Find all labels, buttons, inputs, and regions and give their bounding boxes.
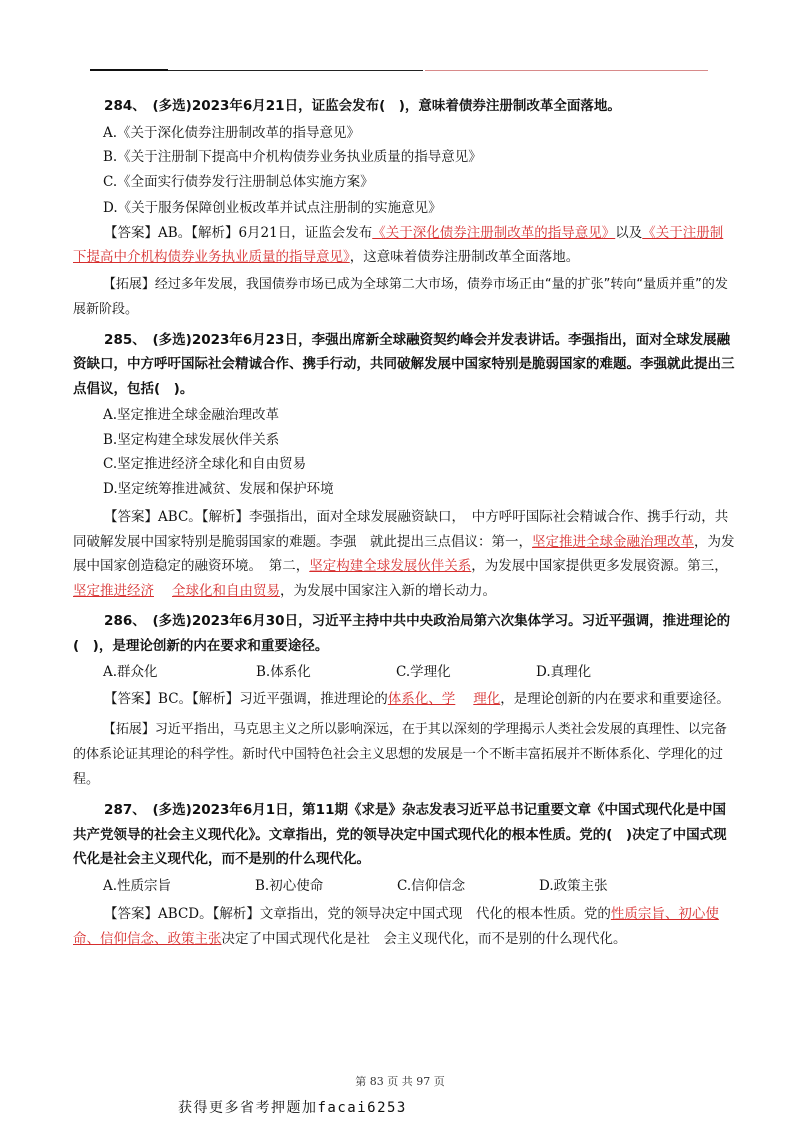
option-a: A.《关于深化债券注册制改革的指导意见》	[103, 124, 361, 141]
option-c: C.信仰信念	[397, 877, 466, 894]
options-row	[73, 874, 735, 899]
answer-highlight: 《关于注册制下提高中介机构债券业务执业质量的指导意见》	[73, 224, 724, 265]
option-c: C.《全面实行债券发行注册制总体实施方案》	[103, 173, 374, 190]
answer-text: 决定了中国式现代化是社 会主义现代化，而不是别的什么现代化。	[221, 930, 627, 947]
extension-note: 【拓展】经过多年发展，我国债券市场已成为全球第二大市场，债券市场正由“量的扩张”转向“量质并重”的发展新阶段。	[73, 276, 728, 317]
option-b: B.坚定构建全球发展伙伴关系	[103, 431, 280, 448]
page-number: 第 83 页 共 97 页	[355, 1075, 445, 1088]
option-a: A.性质宗旨	[103, 877, 172, 894]
header-rule-right	[425, 70, 708, 71]
option-a: A.坚定推进全球金融治理改革	[103, 407, 280, 423]
answer-analysis	[73, 687, 735, 712]
option-a: A.群众化	[103, 664, 158, 680]
answer-text: ，这意味着债券注册制改革全面落地。	[349, 249, 580, 265]
option-c: C.坚定推进经济全球化和自由贸易	[103, 456, 307, 472]
option-d: D.坚定统筹推进减贫、发展和保护环境	[103, 480, 334, 497]
question-stem: 285、 (多选)2023年6月23日，李强出席新全球融资契约峰会并发表讲话。李强指出，面对全球发展融资缺口，中方呼吁国际社会精诚合作、携手行动，共同破解发展中国家特别是脆弱国家的难题。李强就此提出三点倡议，包括( )。	[73, 331, 735, 397]
answer-text: ，是理论创新的内在要求和重要途径。	[500, 690, 730, 707]
answer-text: 【答案】BC。【解析】习近平强调，推进理论的	[104, 690, 388, 707]
options-row	[73, 660, 735, 685]
option-b: B.初心使命	[255, 877, 324, 894]
option-d: D.《关于服务保障创业板改革并试点注册制的实施意见》	[103, 200, 442, 216]
question-287	[73, 798, 735, 951]
answer-text: ，为发展中国家注入新的增长动力。	[280, 582, 496, 599]
question-285	[73, 328, 735, 604]
question-stem: 286、 (多选)2023年6月30日，习近平主持中共中央政治局第六次集体学习。习近平强调，推进理论的( )，是理论创新的内在要求和重要途径。	[73, 613, 731, 654]
page-content	[73, 94, 735, 951]
answer-highlight: 理化	[473, 690, 501, 707]
option-d: D.政策主张	[539, 877, 608, 894]
answer-highlight: 坚定推进全球金融治理改革	[532, 533, 694, 550]
option-b: B.体系化	[256, 664, 311, 680]
answer-highlight: 性质宗旨、初心使命、信仰信念、政策主张	[73, 906, 719, 947]
answer-highlight: 坚定构建全球发展伙伴关系	[309, 558, 472, 574]
extension-note: 【拓展】习近平指出，马克思主义之所以影响深远，在于其以深刻的学理揭示人类社会发展的真理性、以完备的体系论证其理论的科学性。新时代中国特色社会主义思想的发展是一个不断丰富拓展并不断体系化、学理化的过程。	[73, 722, 727, 787]
answer-highlight: 体系化、学	[387, 690, 456, 707]
question-stem: 287、 (多选)2023年6月1日，第11期《求是》杂志发表习近平总书记重要文章《中国式现代化是中国共产党领导的社会主义现代化》。文章指出，党的领导决定中国式现代化的根本性质。党的( )决定了中国式现代化是社会主义现代化，而不是别的什么现代化。	[73, 802, 727, 867]
question-286	[73, 609, 735, 792]
option-b: B.《关于注册制下提高中介机构债券业务执业质量的指导意见》	[103, 149, 482, 165]
option-c: C.学理化	[396, 664, 451, 680]
question-284	[73, 94, 735, 322]
answer-highlight: 全球化和自由贸易	[172, 582, 280, 599]
answer-analysis	[73, 505, 735, 603]
header-rule-accent	[90, 69, 168, 71]
answer-text: 【答案】AB。【解析】6月21日，证监会发布	[104, 224, 373, 241]
answer-text: ，为发展中国家提供更多发展资源。第三，	[471, 558, 728, 574]
answer-text: 以及	[615, 224, 643, 241]
answer-text: 【答案】ABC。【解析】李强指出，面对全球发展融资缺口， 中方呼吁国际社会精诚合作、携手行动，共同破解发展中国家特别是脆弱国家的难题。李强 就此提出三点倡议：第一，	[73, 509, 729, 550]
answer-highlight: 《关于深化债券注册制改革的指导意见》	[372, 224, 616, 241]
promo-text: 获得更多省考押题加facai6253	[178, 1100, 407, 1116]
question-stem: 284、 (多选)2023年6月21日，证监会发布( )，意味着债券注册制改革全面落地。	[104, 98, 621, 114]
answer-analysis	[73, 902, 735, 951]
answer-highlight: 坚定推进经济	[73, 582, 154, 599]
answer-text: ，为发展中国家创造稳定的融资环境。 第二，	[73, 533, 735, 574]
answer-analysis	[73, 221, 735, 270]
answer-text: 【答案】ABCD。【解析】文章指出，党的领导决定中国式现 代化的根本性质。党的	[104, 906, 611, 922]
option-d: D.真理化	[536, 664, 592, 680]
